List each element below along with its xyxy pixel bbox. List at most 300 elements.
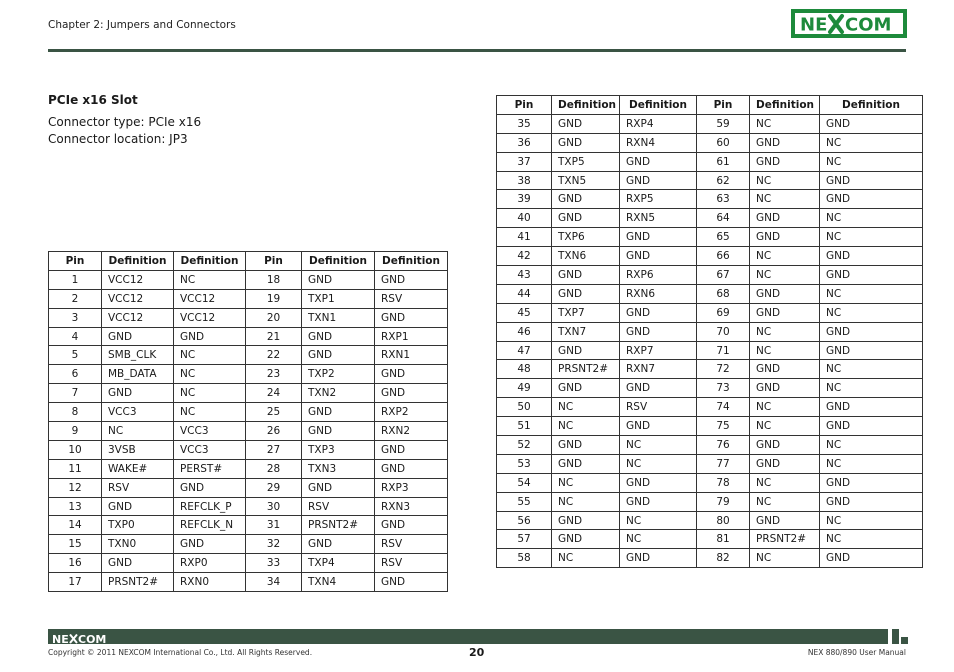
table-row (497, 530, 923, 549)
definition-cell: TXP0 (102, 516, 174, 535)
definition-cell: VCC3 (102, 403, 174, 422)
definition-cell: TXP7 (552, 303, 620, 322)
definition-cell: NC (174, 346, 246, 365)
definition-cell: TXP1 (302, 289, 375, 308)
definition-cell: TXN7 (552, 322, 620, 341)
definition-cell: VCC12 (102, 308, 174, 327)
definition-cell: GND (820, 549, 923, 568)
column-header: Pin (246, 252, 302, 271)
definition-cell: GND (750, 228, 820, 247)
definition-cell: GND (750, 511, 820, 530)
definition-cell: NC (820, 454, 923, 473)
pin-number-cell: 70 (697, 322, 750, 341)
definition-cell: TXN2 (302, 384, 375, 403)
pin-number-cell: 47 (497, 341, 552, 360)
definition-cell: RSV (375, 554, 448, 573)
definition-cell: NC (750, 114, 820, 133)
definition-cell: GND (302, 270, 375, 289)
pin-number-cell: 38 (497, 171, 552, 190)
definition-cell: VCC3 (174, 440, 246, 459)
definition-cell: RSV (375, 289, 448, 308)
table-row (49, 327, 448, 346)
definition-cell: NC (174, 270, 246, 289)
column-header: Definition (102, 252, 174, 271)
definition-cell: PRSNT2# (750, 530, 820, 549)
chapter-heading: Chapter 2: Jumpers and Connectors (48, 19, 236, 31)
table-row (497, 360, 923, 379)
table-row (49, 554, 448, 573)
nexcom-logo-graphic (792, 10, 906, 37)
definition-cell: GND (750, 133, 820, 152)
pin-number-cell: 1 (49, 270, 102, 289)
pin-number-cell: 22 (246, 346, 302, 365)
pin-number-cell: 41 (497, 228, 552, 247)
definition-cell: RXP2 (375, 403, 448, 422)
pin-number-cell: 5 (49, 346, 102, 365)
definition-cell: VCC3 (174, 422, 246, 441)
table-row (497, 114, 923, 133)
definition-cell: RXP0 (174, 554, 246, 573)
definition-cell: GND (552, 114, 620, 133)
definition-cell: GND (302, 422, 375, 441)
pin-number-cell: 31 (246, 516, 302, 535)
definition-cell: NC (750, 266, 820, 285)
table-row (497, 228, 923, 247)
definition-cell: GND (750, 360, 820, 379)
pin-number-cell: 50 (497, 398, 552, 417)
definition-cell: GND (820, 266, 923, 285)
definition-cell: REFCLK_N (174, 516, 246, 535)
definition-cell: GND (552, 379, 620, 398)
definition-cell: TXP2 (302, 365, 375, 384)
pin-table-right (496, 95, 923, 568)
table-row (49, 478, 448, 497)
table-row (49, 270, 448, 289)
definition-cell: GND (620, 247, 697, 266)
definition-cell: GND (102, 327, 174, 346)
definition-cell: RSV (102, 478, 174, 497)
pin-number-cell: 18 (246, 270, 302, 289)
logo-text-ne: NE (800, 14, 828, 36)
definition-cell: NC (552, 398, 620, 417)
pin-number-cell: 28 (246, 459, 302, 478)
pin-number-cell: 16 (49, 554, 102, 573)
pin-number-cell: 40 (497, 209, 552, 228)
definition-cell: RXP4 (620, 114, 697, 133)
table-row (49, 573, 448, 592)
definition-cell: RXP1 (375, 327, 448, 346)
definition-cell: NC (750, 549, 820, 568)
definition-cell: NC (820, 511, 923, 530)
footer-corner-mark (892, 629, 908, 644)
pin-number-cell: 44 (497, 284, 552, 303)
definition-cell: GND (174, 478, 246, 497)
table-row (49, 422, 448, 441)
pin-number-cell: 14 (49, 516, 102, 535)
pin-number-cell: 46 (497, 322, 552, 341)
definition-cell: NC (750, 492, 820, 511)
definition-cell: GND (375, 270, 448, 289)
pin-number-cell: 11 (49, 459, 102, 478)
definition-cell: GND (552, 511, 620, 530)
pin-number-cell: 6 (49, 365, 102, 384)
table-row (497, 322, 923, 341)
pin-table-left (48, 251, 448, 592)
section-title: PCIe x16 Slot (48, 93, 138, 107)
table-row (497, 171, 923, 190)
table-row (49, 308, 448, 327)
table-row (497, 417, 923, 436)
definition-cell: GND (820, 171, 923, 190)
definition-cell: NC (820, 379, 923, 398)
footer-nexcom-logo (52, 630, 112, 649)
definition-cell: GND (552, 436, 620, 455)
pin-number-cell: 37 (497, 152, 552, 171)
definition-cell: GND (750, 284, 820, 303)
definition-cell: NC (620, 454, 697, 473)
definition-cell: WAKE# (102, 459, 174, 478)
definition-cell: RXP5 (620, 190, 697, 209)
column-header: Definition (750, 96, 820, 115)
pin-number-cell: 24 (246, 384, 302, 403)
definition-cell: TXN3 (302, 459, 375, 478)
nexcom-logo (791, 9, 907, 38)
definition-cell: GND (820, 473, 923, 492)
table-row (49, 516, 448, 535)
definition-cell: NC (552, 473, 620, 492)
pin-number-cell: 48 (497, 360, 552, 379)
pin-number-cell: 58 (497, 549, 552, 568)
column-header: Definition (820, 96, 923, 115)
definition-cell: RXP3 (375, 478, 448, 497)
table-row (49, 535, 448, 554)
column-header: Pin (49, 252, 102, 271)
definition-cell: GND (820, 190, 923, 209)
definition-cell: GND (375, 516, 448, 535)
footer-logo-com: COM (78, 633, 107, 645)
table-row (497, 152, 923, 171)
pin-number-cell: 52 (497, 436, 552, 455)
pin-number-cell: 7 (49, 384, 102, 403)
pin-number-cell: 43 (497, 266, 552, 285)
definition-cell: GND (552, 190, 620, 209)
pin-number-cell: 49 (497, 379, 552, 398)
table-row (497, 133, 923, 152)
pin-number-cell: 12 (49, 478, 102, 497)
pin-number-cell: 25 (246, 403, 302, 422)
definition-cell: GND (375, 459, 448, 478)
pin-number-cell: 26 (246, 422, 302, 441)
definition-cell: GND (620, 322, 697, 341)
pin-number-cell: 51 (497, 417, 552, 436)
pin-number-cell: 63 (697, 190, 750, 209)
pin-number-cell: 54 (497, 473, 552, 492)
pin-number-cell: 81 (697, 530, 750, 549)
table-row (497, 190, 923, 209)
pin-number-cell: 13 (49, 497, 102, 516)
definition-cell: GND (375, 365, 448, 384)
definition-cell: RXN4 (620, 133, 697, 152)
definition-cell: GND (620, 303, 697, 322)
definition-cell: TXP5 (552, 152, 620, 171)
definition-cell: GND (102, 554, 174, 573)
pin-number-cell: 32 (246, 535, 302, 554)
definition-cell: REFCLK_P (174, 497, 246, 516)
pin-number-cell: 67 (697, 266, 750, 285)
pin-number-cell: 59 (697, 114, 750, 133)
pin-number-cell: 3 (49, 308, 102, 327)
table-row (497, 492, 923, 511)
pin-number-cell: 71 (697, 341, 750, 360)
definition-cell: NC (750, 341, 820, 360)
definition-cell: GND (174, 535, 246, 554)
definition-cell: GND (552, 266, 620, 285)
definition-cell: NC (820, 436, 923, 455)
definition-cell: NC (820, 152, 923, 171)
table-row (497, 303, 923, 322)
header-rule (48, 49, 906, 52)
pin-number-cell: 61 (697, 152, 750, 171)
definition-cell: NC (820, 530, 923, 549)
definition-cell: NC (552, 417, 620, 436)
definition-cell: NC (820, 228, 923, 247)
definition-cell: SMB_CLK (102, 346, 174, 365)
footer-bar (48, 629, 888, 644)
definition-cell: TXN4 (302, 573, 375, 592)
pin-number-cell: 56 (497, 511, 552, 530)
definition-cell: GND (820, 114, 923, 133)
page-number: 20 (469, 646, 485, 659)
definition-cell: GND (620, 152, 697, 171)
definition-cell: NC (620, 436, 697, 455)
pin-number-cell: 72 (697, 360, 750, 379)
column-header: Pin (497, 96, 552, 115)
definition-cell: VCC12 (102, 289, 174, 308)
definition-cell: GND (820, 247, 923, 266)
definition-cell: RXN0 (174, 573, 246, 592)
table-row (497, 511, 923, 530)
definition-cell: NC (750, 398, 820, 417)
definition-cell: GND (302, 478, 375, 497)
definition-cell: GND (302, 535, 375, 554)
pin-number-cell: 57 (497, 530, 552, 549)
pin-number-cell: 64 (697, 209, 750, 228)
column-header: Definition (552, 96, 620, 115)
definition-cell: GND (375, 308, 448, 327)
definition-cell: GND (552, 530, 620, 549)
table-row (497, 266, 923, 285)
definition-cell: TXP3 (302, 440, 375, 459)
definition-cell: MB_DATA (102, 365, 174, 384)
definition-cell: GND (375, 440, 448, 459)
table-row (497, 549, 923, 568)
definition-cell: GND (750, 436, 820, 455)
definition-cell: TXN6 (552, 247, 620, 266)
table-row (49, 384, 448, 403)
definition-cell: RXN7 (620, 360, 697, 379)
definition-cell: PRSNT2# (552, 360, 620, 379)
pin-number-cell: 19 (246, 289, 302, 308)
footer-logo-ne: NE (52, 633, 69, 645)
definition-cell: NC (102, 422, 174, 441)
table-row (497, 398, 923, 417)
definition-cell: GND (820, 492, 923, 511)
definition-cell: NC (174, 365, 246, 384)
table-header-row (49, 252, 448, 271)
definition-cell: RXP6 (620, 266, 697, 285)
definition-cell: GND (620, 549, 697, 568)
connector-location: Connector location: JP3 (48, 132, 188, 146)
definition-cell: TXN5 (552, 171, 620, 190)
definition-cell: NC (820, 133, 923, 152)
definition-cell: NC (750, 171, 820, 190)
pin-number-cell: 27 (246, 440, 302, 459)
column-header: Definition (174, 252, 246, 271)
definition-cell: GND (820, 398, 923, 417)
definition-cell: RXN3 (375, 497, 448, 516)
definition-cell: RSV (302, 497, 375, 516)
pin-number-cell: 65 (697, 228, 750, 247)
table-row (49, 403, 448, 422)
pin-number-cell: 8 (49, 403, 102, 422)
definition-cell: RXP7 (620, 341, 697, 360)
pin-number-cell: 34 (246, 573, 302, 592)
definition-cell: GND (174, 327, 246, 346)
table-row (49, 289, 448, 308)
definition-cell: GND (620, 473, 697, 492)
pin-number-cell: 79 (697, 492, 750, 511)
table-row (497, 247, 923, 266)
definition-cell: RXN1 (375, 346, 448, 365)
definition-cell: TXP4 (302, 554, 375, 573)
definition-cell: GND (302, 346, 375, 365)
pin-number-cell: 75 (697, 417, 750, 436)
definition-cell: GND (620, 379, 697, 398)
pin-number-cell: 73 (697, 379, 750, 398)
pin-number-cell: 4 (49, 327, 102, 346)
definition-cell: NC (750, 322, 820, 341)
table-row (497, 454, 923, 473)
definition-cell: VCC12 (174, 308, 246, 327)
table-row (49, 365, 448, 384)
column-header: Pin (697, 96, 750, 115)
definition-cell: NC (750, 417, 820, 436)
pin-number-cell: 45 (497, 303, 552, 322)
definition-cell: VCC12 (174, 289, 246, 308)
pin-number-cell: 15 (49, 535, 102, 554)
definition-cell: GND (552, 341, 620, 360)
pin-number-cell: 53 (497, 454, 552, 473)
connector-type: Connector type: PCIe x16 (48, 115, 202, 129)
definition-cell: GND (820, 322, 923, 341)
pin-number-cell: 39 (497, 190, 552, 209)
table-row (497, 473, 923, 492)
definition-cell: GND (375, 573, 448, 592)
table-row (497, 341, 923, 360)
definition-cell: GND (302, 327, 375, 346)
definition-cell: PRSNT2# (302, 516, 375, 535)
definition-cell: NC (750, 190, 820, 209)
definition-cell: PERST# (174, 459, 246, 478)
pin-number-cell: 82 (697, 549, 750, 568)
column-header: Definition (302, 252, 375, 271)
pin-number-cell: 20 (246, 308, 302, 327)
pin-number-cell: 23 (246, 365, 302, 384)
table-row (497, 209, 923, 228)
definition-cell: GND (750, 152, 820, 171)
definition-cell: GND (820, 341, 923, 360)
pin-number-cell: 9 (49, 422, 102, 441)
definition-cell: RSV (375, 535, 448, 554)
definition-cell: RSV (620, 398, 697, 417)
definition-cell: GND (750, 379, 820, 398)
footer-logo-graphic (52, 632, 112, 645)
copyright-text: Copyright © 2011 NEXCOM International Co., Ltd. All Rights Reserved. (48, 648, 313, 657)
definition-cell: GND (620, 228, 697, 247)
definition-cell: GND (102, 497, 174, 516)
definition-cell: TXN1 (302, 308, 375, 327)
definition-cell: GND (375, 384, 448, 403)
pin-number-cell: 2 (49, 289, 102, 308)
definition-cell: GND (620, 492, 697, 511)
table-row (497, 284, 923, 303)
definition-cell: NC (620, 511, 697, 530)
pin-number-cell: 76 (697, 436, 750, 455)
definition-cell: RXN6 (620, 284, 697, 303)
definition-cell: 3VSB (102, 440, 174, 459)
definition-cell: NC (552, 549, 620, 568)
definition-cell: GND (552, 284, 620, 303)
table-row (497, 436, 923, 455)
definition-cell: GND (552, 454, 620, 473)
pin-number-cell: 78 (697, 473, 750, 492)
definition-cell: NC (174, 403, 246, 422)
definition-cell: GND (750, 303, 820, 322)
pin-number-cell: 55 (497, 492, 552, 511)
column-header: Definition (375, 252, 448, 271)
definition-cell: NC (820, 284, 923, 303)
pin-number-cell: 30 (246, 497, 302, 516)
definition-cell: VCC12 (102, 270, 174, 289)
pin-number-cell: 62 (697, 171, 750, 190)
definition-cell: TXP6 (552, 228, 620, 247)
manual-name: NEX 880/890 User Manual (807, 648, 906, 657)
definition-cell: NC (750, 473, 820, 492)
table-row (49, 497, 448, 516)
pin-number-cell: 10 (49, 440, 102, 459)
definition-cell: GND (552, 209, 620, 228)
definition-cell: GND (620, 417, 697, 436)
definition-cell: GND (750, 209, 820, 228)
definition-cell: GND (620, 171, 697, 190)
definition-cell: NC (820, 209, 923, 228)
definition-cell: NC (174, 384, 246, 403)
column-header: Definition (620, 96, 697, 115)
definition-cell: RXN5 (620, 209, 697, 228)
pin-number-cell: 77 (697, 454, 750, 473)
definition-cell: GND (102, 384, 174, 403)
pin-number-cell: 21 (246, 327, 302, 346)
definition-cell: GND (302, 403, 375, 422)
table-row (49, 440, 448, 459)
pin-number-cell: 68 (697, 284, 750, 303)
definition-cell: GND (552, 133, 620, 152)
definition-cell: NC (552, 492, 620, 511)
pin-number-cell: 29 (246, 478, 302, 497)
definition-cell: PRSNT2# (102, 573, 174, 592)
pin-number-cell: 36 (497, 133, 552, 152)
table-row (497, 379, 923, 398)
